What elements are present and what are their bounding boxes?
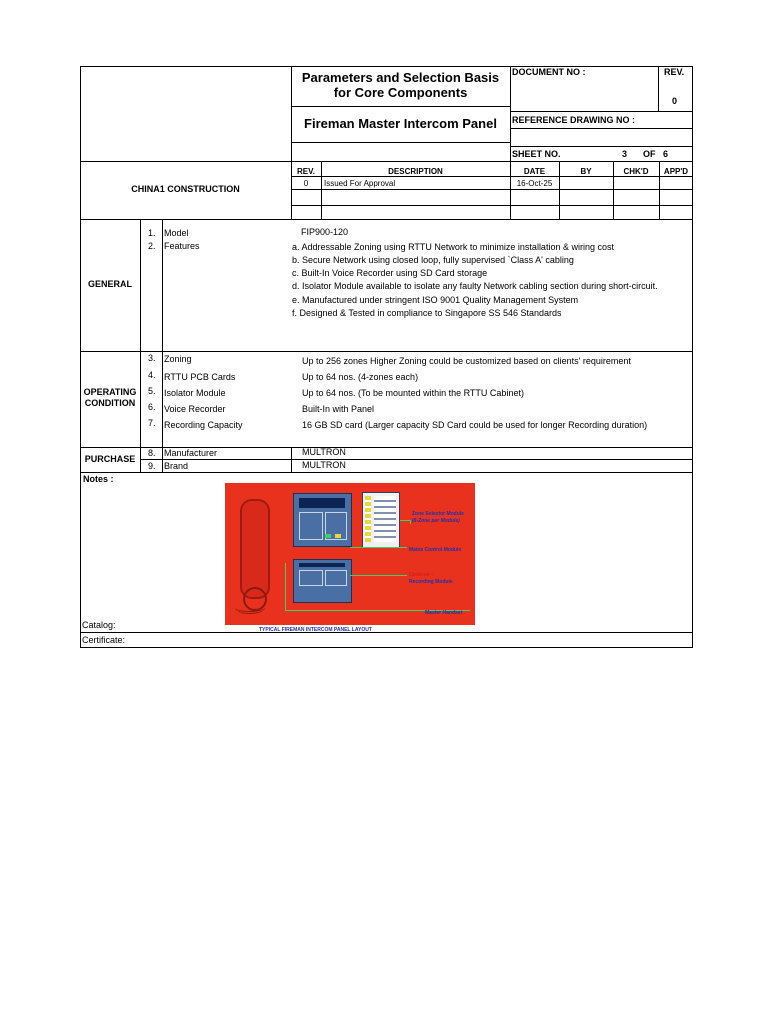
date-col-header: DATE [523, 167, 546, 176]
notes-label: Notes : [83, 474, 114, 484]
item-value-voice-recorder: Built-In with Panel [302, 404, 375, 414]
rule [80, 161, 693, 162]
rev-col-header: REV. [297, 167, 315, 176]
item-label-features: Features [164, 241, 200, 251]
by-col-header: BY [580, 167, 592, 176]
item-label-recording-capacity: Recording Capacity [164, 420, 243, 430]
rule [140, 219, 141, 472]
rule [658, 66, 659, 111]
rev-value: 0 [672, 96, 678, 106]
sheet-total: 6 [663, 149, 669, 159]
callout-line [350, 575, 407, 576]
item-value-brand: MULTRON [302, 460, 346, 470]
revision-row-description: Issued For Approval [324, 179, 396, 188]
rule [291, 447, 292, 472]
chkd-col-header: CHK'D [623, 167, 649, 176]
general-section-label: GENERAL [87, 279, 132, 289]
operating-section-label-1: OPERATING [83, 387, 137, 397]
company-name: CHINA1 CONSTRUCTION [131, 184, 240, 194]
feature-item: d. Isolator Module available to isolate any faulty Network cabling section during short-circuit. [292, 281, 658, 291]
item-number: 1. [148, 228, 156, 238]
item-value-isolator: Up to 64 nos. (To be mounted within the RTTU Cabinet) [302, 388, 524, 398]
lcd-display [299, 498, 345, 508]
appd-col-header: APP'D [663, 167, 689, 176]
rule [291, 205, 693, 206]
item-label-voice-recorder: Voice Recorder [164, 404, 226, 414]
callout-line [400, 520, 410, 521]
certificate-label: Certificate: [82, 635, 126, 645]
indicator-panel [325, 570, 347, 586]
item-number: 2. [148, 241, 156, 251]
callout-master-handset: Master Handset [425, 610, 463, 616]
item-label-brand: Brand [164, 461, 189, 471]
callout-optional: Optional – [409, 572, 434, 578]
feature-item: b. Secure Network using closed loop, fully supervised `Class A' cabling [292, 255, 574, 265]
callout-line [285, 563, 286, 610]
item-label-rttu-pcb: RTTU PCB Cards [164, 372, 236, 382]
reference-drawing-label: REFERENCE DRAWING NO : [512, 115, 636, 125]
item-number: 6. [148, 402, 156, 412]
feature-item: c. Built-In Voice Recorder using SD Card storage [292, 268, 488, 278]
item-label-zoning: Zoning [164, 354, 192, 364]
sheet-no-label: SHEET NO. [512, 149, 561, 159]
revision-row-date: 16-Oct-25 [516, 179, 553, 188]
feature-item: a. Addressable Zoning using RTTU Network to minimize installation & wiring cost [292, 242, 614, 252]
item-value-model: FIP900-120 [301, 227, 349, 237]
rule [162, 219, 163, 472]
rule [140, 459, 693, 460]
sheet-of: OF [643, 149, 656, 159]
feature-item: e. Manufactured under stringent ISO 9001 Quality Management System [292, 295, 579, 305]
document-no-label: DOCUMENT NO : [512, 67, 586, 77]
indicator-panel [299, 512, 323, 540]
rule [291, 189, 693, 190]
module-header [299, 563, 345, 567]
feature-item: f. Designed & Tested in compliance to Singapore SS 546 Standards [292, 308, 562, 318]
rev-label: REV. [664, 67, 685, 77]
handset-icon [240, 499, 270, 599]
rule [510, 111, 693, 112]
callout-line [350, 547, 407, 548]
rule [510, 128, 693, 129]
catalog-label: Catalog: [82, 620, 116, 630]
item-value-recording-capacity: 16 GB SD card (Larger capacity SD Card could be used for longer Recording duration) [302, 420, 648, 430]
page-title-line2: for Core Components [333, 85, 468, 100]
zone-label-strip [374, 496, 396, 542]
rule [80, 351, 693, 352]
callout-line [410, 520, 411, 524]
item-label-manufacturer: Manufacturer [164, 448, 218, 458]
rule [510, 146, 693, 147]
operating-section-label-2: CONDITION [84, 398, 136, 408]
item-number: 9. [148, 461, 156, 471]
recording-module [293, 559, 352, 603]
revision-row-rev: 0 [303, 179, 309, 188]
zone-selector-module [362, 492, 400, 548]
callout-zone-selector-detail: (8-Zone per Module) [412, 518, 460, 524]
button-icon [325, 534, 331, 538]
zone-led-strip [365, 496, 371, 542]
item-value-rttu-pcb: Up to 64 nos. (4-zones each) [302, 372, 419, 382]
button-icon [335, 534, 341, 538]
description-col-header: DESCRIPTION [388, 167, 443, 176]
item-label-isolator: Isolator Module [164, 388, 226, 398]
item-value-zoning: Up to 256 zones Higher Zoning could be customized based on clients' requirement [302, 356, 631, 366]
callout-mains-control: Mains Control Module [409, 547, 462, 553]
callout-zone-selector: Zone Selector Module [412, 511, 464, 517]
rule [291, 142, 510, 143]
purchase-section-label: PURCHASE [84, 454, 136, 464]
item-number: 4. [148, 370, 156, 380]
image-caption: TYPICAL FIREMAN INTERCOM PANEL LAYOUT [259, 627, 372, 633]
rule [80, 472, 693, 473]
item-number: 3. [148, 353, 156, 363]
page-subtitle: Fireman Master Intercom Panel [304, 116, 497, 131]
mains-control-module [293, 493, 352, 547]
indicator-panel [299, 570, 323, 586]
rule [80, 219, 693, 220]
rule [510, 66, 511, 219]
item-label-model: Model [164, 228, 189, 238]
rule [80, 632, 693, 633]
page-title-line1: Parameters and Selection Basis [301, 70, 500, 85]
rule [291, 106, 510, 107]
coil-cord-icon [235, 601, 265, 614]
item-number: 7. [148, 418, 156, 428]
item-number: 5. [148, 386, 156, 396]
callout-recording-module: Recording Module [409, 579, 453, 585]
intercom-panel-photo [225, 483, 475, 625]
sheet-number: 3 [622, 149, 628, 159]
item-value-manufacturer: MULTRON [302, 447, 346, 457]
item-number: 8. [148, 448, 156, 458]
